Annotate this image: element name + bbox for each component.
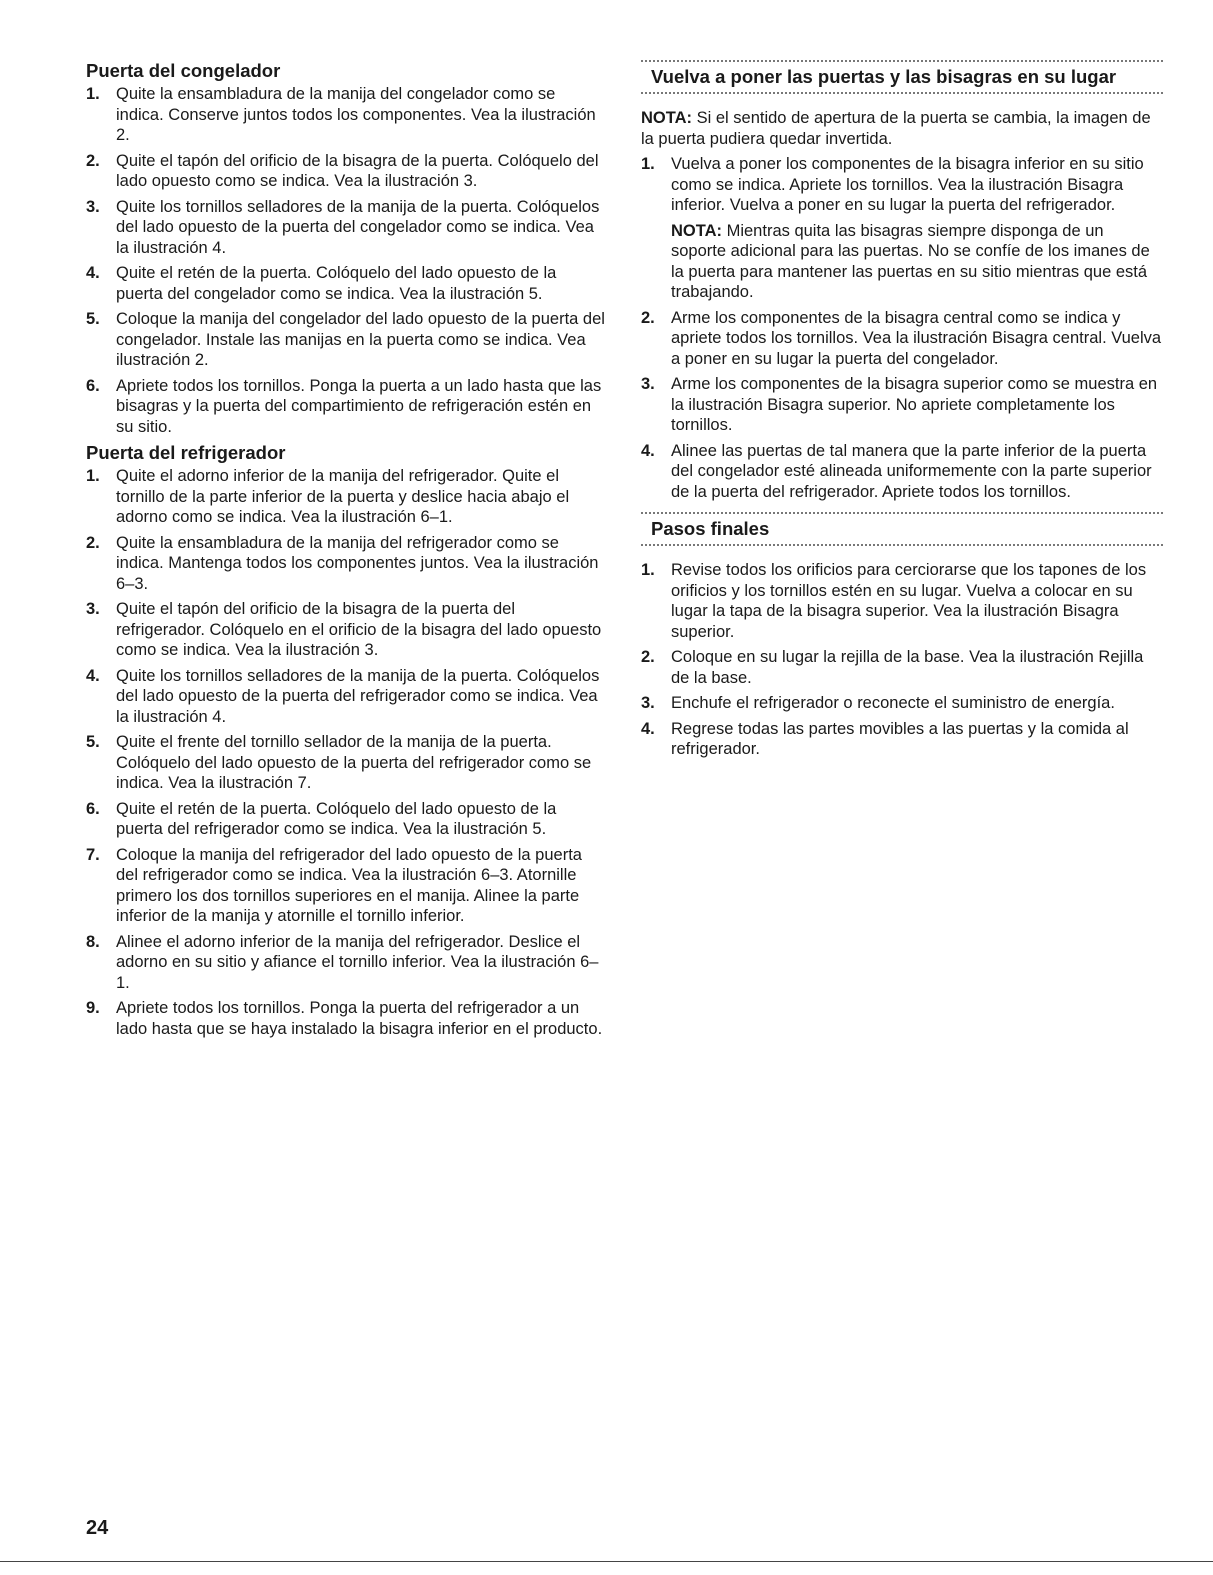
step-number: 5. [86, 733, 100, 751]
list-item [86, 263, 606, 304]
step-number: 3. [641, 694, 655, 712]
step-number: 4. [641, 441, 655, 460]
step-number: 1. [641, 561, 655, 579]
replace-steps-list [641, 154, 1163, 502]
note-text: Mientras quita las bisagras siempre disponga de un soporte adicional para las puertas. No se confíe de los imanes de la puerta para mantener las puertas en su sitio mientras que está trabajando. [671, 221, 1150, 301]
refrigerator-steps-list [86, 466, 606, 1039]
step-text: Apriete todos los tornillos. Ponga la puerta del refrigerador a un lado hasta que se haya instalado la bisagra inferior en el producto. [116, 999, 603, 1038]
step-text: Revise todos los orificios para cerciorarse que los tapones de los orificios y los tornillos estén en su lugar. Vuelva a colocar en su lugar la tapa de la bisagra superior. Vea la ilustración Bisagra superior. [671, 561, 1147, 641]
section-heading: Vuelva a poner las puertas y las bisagras en su lugar [651, 66, 1117, 87]
step-number: 5. [86, 310, 100, 328]
note-label: NOTA: [641, 109, 693, 127]
step-text: Quite los tornillos selladores de la manija de la puerta. Colóquelos del lado opuesto de la puerta del refrigerador como se indica. Vea la ilustración 4. [116, 666, 600, 726]
step-number: 7. [86, 845, 100, 864]
list-item [641, 154, 1163, 303]
refrigerator-door-section [86, 442, 606, 1039]
step-text: Regrese todas las partes movibles a las puertas y la comida al refrigerador. [671, 719, 1129, 758]
note-label: NOTA: [671, 221, 723, 240]
step-text: Apriete todos los tornillos. Ponga la puerta a un lado hasta que las bisagras y la puerta del compartimiento de refrigeración estén en su sitio. [116, 376, 602, 436]
list-item [86, 599, 606, 661]
step-number: 2. [641, 308, 655, 327]
list-item [641, 647, 1163, 688]
list-item [86, 84, 606, 146]
step-text: Quite la ensambladura de la manija del refrigerador como se indica. Mantenga todos los componentes juntos. Vea la ilustración 6–3. [116, 533, 599, 593]
list-item [641, 308, 1163, 370]
section-banner [641, 60, 1163, 94]
section-heading: Pasos finales [651, 518, 770, 539]
list-item [86, 466, 606, 528]
step-text: Enchufe el refrigerador o reconecte el suministro de energía. [671, 694, 1115, 712]
list-item [86, 998, 606, 1039]
list-item [641, 719, 1163, 760]
list-item [86, 732, 606, 794]
dotted-divider [641, 544, 1163, 546]
step-note [671, 221, 1163, 303]
list-item [86, 376, 606, 438]
step-number: 2. [86, 151, 100, 170]
step-text: Coloque la manija del congelador del lado opuesto de la puerta del congelador. Instale las manijas en la puerta como se indica. Vea ilustración 2. [116, 310, 605, 369]
step-number: 3. [86, 600, 100, 618]
step-number: 1. [641, 155, 655, 173]
list-item [86, 197, 606, 259]
step-number: 2. [641, 648, 655, 666]
dotted-divider [641, 92, 1163, 94]
step-text: Quite el retén de la puerta. Colóquelo del lado opuesto de la puerta del congelador como se indica. Vea la ilustración 5. [116, 264, 557, 303]
left-column [86, 60, 606, 1044]
section-heading: Puerta del refrigerador [86, 442, 286, 463]
freezer-steps-list [86, 84, 606, 437]
list-item [86, 799, 606, 840]
step-number: 1. [86, 85, 100, 103]
step-text: Quite el frente del tornillo sellador de la manija de la puerta. Colóquelo del lado opuesto de la puerta del refrigerador como se indica. Vea la ilustración 7. [116, 733, 592, 792]
list-item [641, 560, 1163, 642]
step-number: 1. [86, 467, 100, 485]
freezer-door-section [86, 60, 606, 437]
step-text: Quite el retén de la puerta. Colóquelo del lado opuesto de la puerta del refrigerador como se indica. Vea la ilustración 5. [116, 799, 557, 838]
step-text: Arme los componentes de la bisagra superior como se muestra en la ilustración Bisagra superior. No apriete completamente los tornillos. [671, 375, 1158, 434]
list-item [86, 932, 606, 994]
list-item [86, 151, 606, 192]
list-item [641, 441, 1163, 503]
step-number: 9. [86, 999, 100, 1017]
step-number: 4. [86, 264, 100, 282]
step-text: Vuelva a poner los componentes de la bisagra inferior en su sitio como se indica. Apriete los tornillos. Vea la ilustración Bisagra inferior. Vuelva a poner en su lugar la puerta del refrigerador. [671, 155, 1144, 214]
step-text: Coloque en su lugar la rejilla de la base. Vea la ilustración Rejilla de la base. [671, 648, 1144, 687]
section-banner [641, 512, 1163, 546]
step-text: Arme los componentes de la bisagra central como se indica y apriete todos los tornillos. Vea la ilustración Bisagra central. Vuelva a poner en su lugar la puerta del congelador. [671, 308, 1162, 368]
final-steps-list [641, 560, 1163, 760]
list-item [86, 309, 606, 371]
step-number: 3. [641, 375, 655, 393]
section-heading: Puerta del congelador [86, 60, 281, 81]
list-item [86, 533, 606, 595]
step-text: Coloque la manija del refrigerador del lado opuesto de la puerta del refrigerador como se indica. Vea la ilustración 6–3. Atornille primero los dos tornillos superiores en el manija. Alinee la parte inferior de la manija y atornille el tornillo inferior. [116, 845, 582, 925]
step-text: Quite el tapón del orificio de la bisagra de la puerta del refrigerador. Colóquelo en el orificio de la bisagra del lado opuesto como se indica. Vea la ilustración 3. [116, 600, 602, 659]
step-text: Quite los tornillos selladores de la manija de la puerta. Colóquelos del lado opuesto de la puerta del congelador como se indica. Vea la ilustración 4. [116, 197, 600, 257]
right-column [641, 60, 1163, 765]
list-item [641, 693, 1163, 714]
step-number: 2. [86, 533, 100, 552]
list-item [86, 666, 606, 728]
note-paragraph [641, 108, 1163, 149]
final-steps-section [641, 512, 1163, 760]
step-text: Alinee las puertas de tal manera que la parte inferior de la puerta del congelador esté alineada uniformemente con la parte superior de la puerta del refrigerador. Apriete todos los tornillos. [671, 441, 1152, 501]
step-text: Alinee el adorno inferior de la manija del refrigerador. Deslice el adorno en su sitio y afiance el tornillo inferior. Vea la ilustración 6–1. [116, 932, 599, 992]
list-item [86, 845, 606, 927]
footer-divider [0, 1561, 1213, 1562]
step-number: 6. [86, 376, 100, 395]
step-number: 4. [86, 666, 100, 685]
step-text: Quite el tapón del orificio de la bisagra de la puerta. Colóquelo del lado opuesto como se indica. Vea la ilustración 3. [116, 151, 599, 190]
list-item [641, 374, 1163, 436]
step-number: 4. [641, 719, 655, 738]
note-text: Si el sentido de apertura de la puerta se cambia, la imagen de la puerta pudiera quedar invertida. [641, 109, 1151, 148]
step-number: 8. [86, 932, 100, 951]
replace-doors-section [641, 60, 1163, 502]
step-text: Quite la ensambladura de la manija del congelador como se indica. Conserve juntos todos los componentes. Vea la ilustración 2. [116, 85, 596, 144]
step-text: Quite el adorno inferior de la manija del refrigerador. Quite el tornillo de la parte inferior de la puerta y deslice hacia abajo el adorno como se indica. Vea la ilustración 6–1. [116, 467, 570, 526]
step-number: 6. [86, 799, 100, 818]
step-number: 3. [86, 197, 100, 216]
page-number: 24 [86, 1517, 109, 1539]
